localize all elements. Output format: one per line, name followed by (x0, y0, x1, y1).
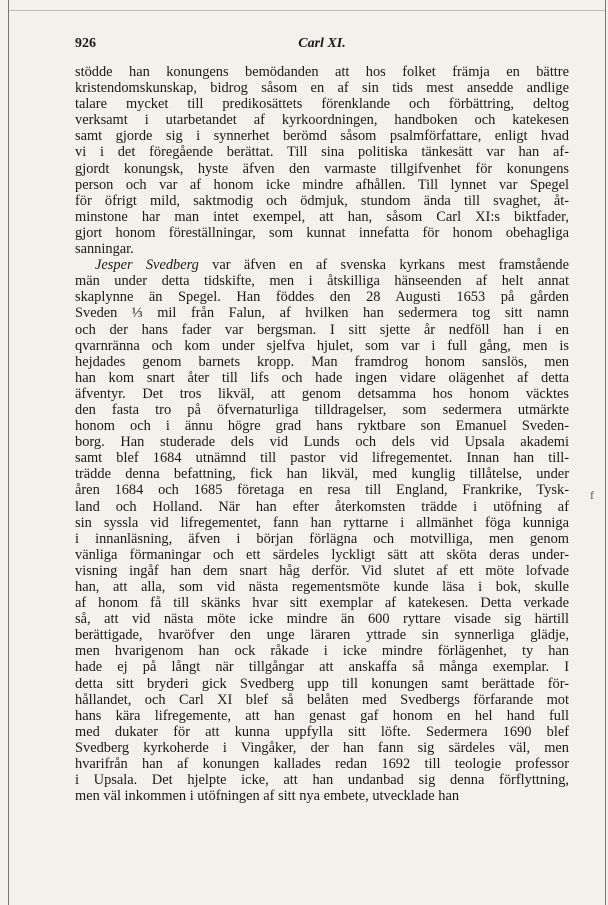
running-head: Carl XI. (298, 36, 346, 51)
text-line: han kom snart åter till lifs och hade ingen vidare olägenhet af detta (75, 369, 569, 386)
text-line: för öfrigt mild, saktmodig och ödmjuk, stundom ända till svaghet, åt- (75, 192, 569, 209)
text-line: stödde han konungens bemödanden att hos folket främja en bättre (75, 64, 569, 80)
text-line: detta sitt bryderi gick Svedberg upp till konungen samt berättade för- (75, 675, 569, 692)
page-number: 926 (75, 36, 96, 51)
text-line: hans kära lifregemente, att han genast gaf honom en hel hand full (75, 707, 569, 724)
text-line: skaplynne än Spegel. Han föddes den 28 Augusti 1653 på gården (75, 289, 569, 306)
text-line: visning ingåf han dem snart håg derför. Vid slutet af ett möte lofvade (75, 562, 569, 579)
person-name: Jesper Svedberg (95, 257, 199, 274)
page-border-right (605, 0, 606, 905)
text-line: Svedberg kyrkoherde i Vingåker, der han fann sig särdeles väl, men (75, 739, 569, 756)
page-header (75, 36, 569, 56)
text-line: af honom få till skänks hvar sitt exemplar af katekesen. Detta verkade (75, 595, 569, 612)
text-line: talare mycket till predikosättets förenklande och förbättring, deltog (75, 96, 569, 113)
text-line: land och Holland. När han efter återkomsten trädde i utöfning af (75, 498, 569, 515)
text-line: hvarifrån han af konungen kallades redan 1692 till teologie professor (75, 756, 569, 773)
text-line: vi i det föregående berättat. Till sina politiska tänkesätt var han af- (75, 144, 569, 161)
text-line: honom och i ännu högre grad hans ryktbare son Emanuel Sveden- (75, 418, 569, 435)
text-line: borg. Han studerade dels vid Lunds och dels vid Upsala akademi (75, 434, 569, 451)
text-line: kristendomskunskap, bidrog såsom en af sin tids mest ansedde andlige (75, 80, 569, 97)
text-line: verksamt i utarbetandet af kyrkoordningen, handboken och katekesen (75, 112, 569, 129)
text-line: den fasta tro på öfvernaturliga tilldragelser, som sedermera utmärkte (75, 401, 569, 418)
text-line: så, att vid nästa möte icke mindre än 600 ryttare visade sig härtill (75, 611, 569, 628)
text-line: berättigade, hvaröfver den unge läraren yttrade sin synnerliga glädje, (75, 627, 569, 644)
text-line: sanningar. (75, 241, 134, 258)
text-line: han, att alla, som vid nästa regementsmöte kunde läsa i bok, skulle (75, 579, 569, 595)
text-line: hållandet, och Carl XI blef så belåten med Svedbergs förfarande mot (75, 691, 569, 708)
page-border-top (8, 10, 606, 11)
text-line: minstone har man intet exempel, att han, såsom Carl XI:s biktfader, (75, 208, 569, 225)
margin-mark: f (590, 488, 594, 502)
text-line: åren 1684 och 1685 företaga en resa till England, Frankrike, Tysk- (75, 482, 569, 499)
text-line: och der hans fader var bergsman. I sitt sjette år nedföll han i en (75, 321, 569, 338)
page-border-left (8, 0, 9, 905)
text-line: gjordt konungsk, hyste äfven den varmaste tillgifvenhet för konungens (75, 160, 569, 177)
text-line: män under detta tidskifte, men i åtskilliga hänseenden af helt annat (75, 273, 569, 290)
text-line: men väl inkommen i utöfningen af sitt nya embete, utvecklade han (75, 788, 460, 805)
text-line: samt gjorde sig i synnerhet berömd såsom psalmförfattare, enligt hvad (75, 128, 569, 145)
body-text (75, 64, 569, 804)
text-line: Jesper Svedberg var äfven en af svenska kyrkans mest framstående (95, 257, 569, 274)
text-line: vänliga förmaningar och ett särdeles lyckligt sätt att sköta deras under- (75, 546, 569, 563)
text-line: i innanläsning, äfven i början förlägna och motvilliga, men genom (75, 530, 569, 547)
text-line: trädde denna befattning, fick han likväl, med kunglig tillåtelse, under (75, 466, 569, 483)
text-line: gjort honom föreställningar, som kunnat innefatta för honom obehagliga (75, 224, 569, 241)
text-line: med dukater för att kunna uppfylla sitt löfte. Sedermera 1690 blef (75, 723, 569, 740)
text-line: äfventyr. Det tros likväl, att genom detsamma hos honom väcktes (75, 385, 569, 402)
text-line: person och var af honom icke mindre afhållen. Till lynnet var Spegel (75, 176, 569, 193)
text-line: qvarnränna och kom under sjelfva hjulet, som var i full gång, men is (75, 337, 569, 354)
text-line: sin syssla vid lifregementet, fann han ryttarne i allmänhet föga kunniga (75, 514, 569, 531)
text-line: i Upsala. Det hjelpte icke, att han undanbad sig denna förflyttning, (75, 772, 569, 789)
text-line: hade ej på långt när tillgångar att anskaffa så många exemplar. I (75, 659, 569, 676)
text-line: Sveden ⅓ mil från Falun, af hvilken han sedermera tog sitt namn (75, 305, 569, 322)
text-line: samt blef 1684 utnämnd till pastor vid lifregementet. Innan han till- (75, 450, 569, 467)
text-line: men hvarigenom han ock råkade i icke mindre förlägenhet, ty han (75, 643, 569, 660)
text-line: hejdades genom barnets kropp. Man framdrog honom sanslös, men (75, 353, 569, 370)
